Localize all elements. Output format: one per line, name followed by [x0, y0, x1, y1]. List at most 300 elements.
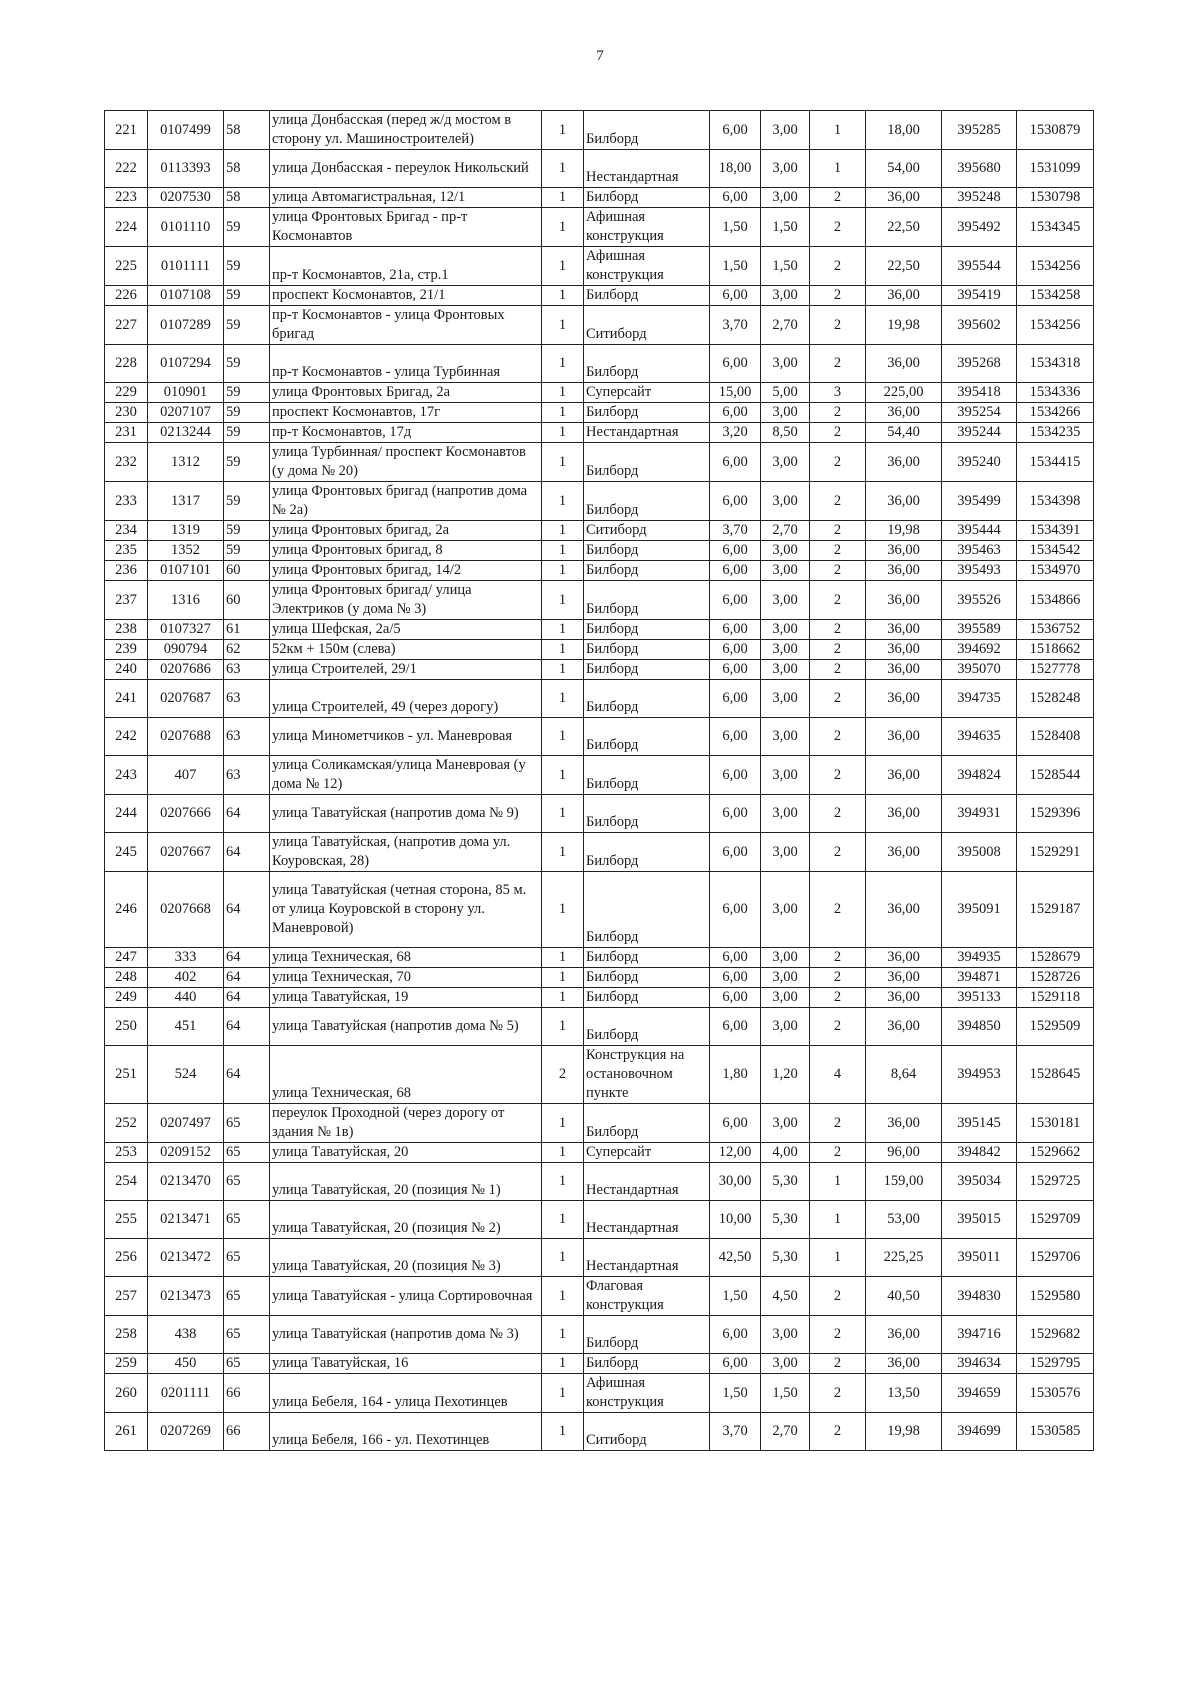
table-row [105, 383, 1094, 403]
cell-code: 0107294 [148, 345, 224, 383]
cell-width: 6,00 [710, 872, 761, 948]
cell-quantity: 1 [542, 111, 584, 150]
cell-zone: 59 [224, 482, 270, 521]
cell-width: 6,00 [710, 968, 761, 988]
cell-address: улица Бебеля, 166 - ул. Пехотинцев [270, 1413, 542, 1451]
cell-number: 260 [105, 1374, 148, 1413]
cell-zone: 64 [224, 1008, 270, 1046]
cell-x: 395091 [942, 872, 1017, 948]
cell-type: Билборд [584, 561, 710, 581]
cell-quantity: 1 [542, 345, 584, 383]
cell-zone: 59 [224, 443, 270, 482]
cell-code: 0213472 [148, 1239, 224, 1277]
cell-sides: 2 [810, 306, 866, 345]
table-row [105, 1316, 1094, 1354]
cell-zone: 65 [224, 1239, 270, 1277]
table-row [105, 247, 1094, 286]
cell-address: пр-т Космонавтов, 21а, стр.1 [270, 247, 542, 286]
cell-address: улица Фронтовых бригад/ улица Электриков (у дома № 3) [270, 581, 542, 620]
cell-address: улица Соликамская/улица Маневровая (у дома № 12) [270, 756, 542, 795]
table-row [105, 872, 1094, 948]
table-row [105, 208, 1094, 247]
cell-area: 22,50 [866, 247, 942, 286]
table-row [105, 1354, 1094, 1374]
cell-width: 6,00 [710, 756, 761, 795]
cell-height: 3,00 [761, 660, 810, 680]
cell-code: 0201111 [148, 1374, 224, 1413]
cell-zone: 59 [224, 403, 270, 423]
table-row [105, 111, 1094, 150]
cell-sides: 2 [810, 1374, 866, 1413]
cell-width: 6,00 [710, 620, 761, 640]
table-row [105, 561, 1094, 581]
cell-code: 0213470 [148, 1163, 224, 1201]
cell-sides: 1 [810, 150, 866, 188]
cell-sides: 1 [810, 1239, 866, 1277]
cell-quantity: 1 [542, 756, 584, 795]
cell-sides: 2 [810, 620, 866, 640]
cell-zone: 63 [224, 660, 270, 680]
cell-width: 6,00 [710, 988, 761, 1008]
cell-x: 395008 [942, 833, 1017, 872]
cell-x: 395463 [942, 541, 1017, 561]
cell-type: Билборд [584, 968, 710, 988]
cell-height: 3,00 [761, 1008, 810, 1046]
cell-sides: 2 [810, 872, 866, 948]
cell-type: Билборд [584, 1354, 710, 1374]
cell-sides: 3 [810, 383, 866, 403]
cell-x: 395034 [942, 1163, 1017, 1201]
cell-number: 241 [105, 680, 148, 718]
cell-address: улица Таватуйская, 19 [270, 988, 542, 1008]
cell-area: 225,00 [866, 383, 942, 403]
cell-quantity: 1 [542, 286, 584, 306]
cell-quantity: 1 [542, 1277, 584, 1316]
cell-type: Конструкция на остановочном пункте [584, 1046, 710, 1104]
cell-number: 243 [105, 756, 148, 795]
cell-height: 1,50 [761, 208, 810, 247]
cell-type: Билборд [584, 833, 710, 872]
table-row [105, 1143, 1094, 1163]
cell-address: улица Шефская, 2а/5 [270, 620, 542, 640]
table-row [105, 521, 1094, 541]
cell-y: 1529396 [1017, 795, 1094, 833]
cell-address: улица Строителей, 29/1 [270, 660, 542, 680]
cell-y: 1529725 [1017, 1163, 1094, 1201]
cell-height: 1,20 [761, 1046, 810, 1104]
cell-area: 36,00 [866, 286, 942, 306]
cell-x: 395680 [942, 150, 1017, 188]
cell-width: 1,50 [710, 1277, 761, 1316]
cell-y: 1529709 [1017, 1201, 1094, 1239]
cell-sides: 2 [810, 561, 866, 581]
cell-x: 395244 [942, 423, 1017, 443]
table-row [105, 968, 1094, 988]
cell-area: 159,00 [866, 1163, 942, 1201]
cell-sides: 1 [810, 1163, 866, 1201]
cell-quantity: 1 [542, 521, 584, 541]
cell-height: 1,50 [761, 1374, 810, 1413]
cell-width: 3,70 [710, 521, 761, 541]
cell-zone: 65 [224, 1104, 270, 1143]
cell-number: 240 [105, 660, 148, 680]
cell-sides: 2 [810, 1008, 866, 1046]
cell-width: 3,20 [710, 423, 761, 443]
cell-zone: 63 [224, 756, 270, 795]
cell-y: 1529118 [1017, 988, 1094, 1008]
cell-quantity: 1 [542, 968, 584, 988]
cell-height: 3,00 [761, 756, 810, 795]
cell-address: пр-т Космонавтов, 17д [270, 423, 542, 443]
cell-type: Билборд [584, 620, 710, 640]
cell-zone: 59 [224, 423, 270, 443]
cell-type: Билборд [584, 403, 710, 423]
cell-height: 5,00 [761, 383, 810, 403]
cell-area: 36,00 [866, 680, 942, 718]
cell-area: 40,50 [866, 1277, 942, 1316]
cell-area: 96,00 [866, 1143, 942, 1163]
cell-code: 010901 [148, 383, 224, 403]
cell-zone: 64 [224, 968, 270, 988]
cell-area: 36,00 [866, 1008, 942, 1046]
cell-number: 239 [105, 640, 148, 660]
table-row [105, 988, 1094, 1008]
cell-area: 36,00 [866, 561, 942, 581]
cell-y: 1534256 [1017, 247, 1094, 286]
cell-quantity: 1 [542, 660, 584, 680]
cell-x: 394871 [942, 968, 1017, 988]
cell-code: 0213473 [148, 1277, 224, 1316]
cell-area: 53,00 [866, 1201, 942, 1239]
cell-y: 1534970 [1017, 561, 1094, 581]
cell-area: 36,00 [866, 403, 942, 423]
cell-area: 36,00 [866, 640, 942, 660]
cell-number: 225 [105, 247, 148, 286]
cell-address: улица Донбасская - переулок Никольский [270, 150, 542, 188]
cell-code: 1316 [148, 581, 224, 620]
cell-x: 394830 [942, 1277, 1017, 1316]
cell-sides: 2 [810, 208, 866, 247]
cell-number: 234 [105, 521, 148, 541]
table-row [105, 718, 1094, 756]
cell-number: 229 [105, 383, 148, 403]
table-row [105, 306, 1094, 345]
cell-quantity: 1 [542, 795, 584, 833]
cell-code: 0207666 [148, 795, 224, 833]
cell-x: 394931 [942, 795, 1017, 833]
cell-height: 3,00 [761, 403, 810, 423]
cell-width: 6,00 [710, 833, 761, 872]
cell-x: 394935 [942, 948, 1017, 968]
cell-sides: 2 [810, 948, 866, 968]
cell-quantity: 1 [542, 833, 584, 872]
cell-zone: 58 [224, 150, 270, 188]
cell-height: 3,00 [761, 1316, 810, 1354]
cell-address: улица Таватуйская, 20 (позиция № 2) [270, 1201, 542, 1239]
cell-type: Билборд [584, 1316, 710, 1354]
cell-height: 3,00 [761, 1354, 810, 1374]
cell-width: 15,00 [710, 383, 761, 403]
cell-sides: 2 [810, 640, 866, 660]
cell-number: 223 [105, 188, 148, 208]
cell-y: 1530798 [1017, 188, 1094, 208]
cell-sides: 2 [810, 482, 866, 521]
cell-zone: 65 [224, 1354, 270, 1374]
cell-address: улица Фронтовых бригад, 2а [270, 521, 542, 541]
cell-address: улица Таватуйская - улица Сортировочная [270, 1277, 542, 1316]
cell-height: 3,00 [761, 1104, 810, 1143]
cell-height: 3,00 [761, 345, 810, 383]
cell-type: Билборд [584, 948, 710, 968]
cell-area: 36,00 [866, 718, 942, 756]
cell-zone: 64 [224, 988, 270, 1008]
cell-type: Афишная конструкция [584, 1374, 710, 1413]
cell-area: 36,00 [866, 188, 942, 208]
cell-width: 12,00 [710, 1143, 761, 1163]
cell-number: 249 [105, 988, 148, 1008]
cell-address: улица Техническая, 68 [270, 1046, 542, 1104]
cell-x: 394692 [942, 640, 1017, 660]
cell-zone: 65 [224, 1316, 270, 1354]
cell-address: улица Донбасская (перед ж/д мостом в сторону ул. Машиностроителей) [270, 111, 542, 150]
cell-area: 36,00 [866, 948, 942, 968]
cell-address: 52км + 150м (слева) [270, 640, 542, 660]
cell-y: 1528408 [1017, 718, 1094, 756]
cell-quantity: 1 [542, 1413, 584, 1451]
cell-width: 6,00 [710, 948, 761, 968]
cell-x: 395011 [942, 1239, 1017, 1277]
cell-area: 36,00 [866, 443, 942, 482]
cell-type: Билборд [584, 1008, 710, 1046]
cell-height: 5,30 [761, 1239, 810, 1277]
cell-type: Билборд [584, 872, 710, 948]
cell-code: 1317 [148, 482, 224, 521]
cell-area: 36,00 [866, 1104, 942, 1143]
cell-sides: 2 [810, 988, 866, 1008]
cell-area: 36,00 [866, 756, 942, 795]
table-row [105, 948, 1094, 968]
cell-zone: 59 [224, 208, 270, 247]
table-row [105, 833, 1094, 872]
cell-code: 1352 [148, 541, 224, 561]
cell-zone: 66 [224, 1374, 270, 1413]
cell-quantity: 1 [542, 640, 584, 660]
cell-height: 3,00 [761, 111, 810, 150]
table-row [105, 345, 1094, 383]
cell-x: 395492 [942, 208, 1017, 247]
cell-quantity: 1 [542, 718, 584, 756]
cell-code: 0207107 [148, 403, 224, 423]
cell-number: 254 [105, 1163, 148, 1201]
cell-x: 395015 [942, 1201, 1017, 1239]
cell-width: 6,00 [710, 188, 761, 208]
cell-sides: 2 [810, 795, 866, 833]
cell-code: 440 [148, 988, 224, 1008]
cell-width: 10,00 [710, 1201, 761, 1239]
cell-height: 4,00 [761, 1143, 810, 1163]
cell-width: 3,70 [710, 1413, 761, 1451]
cell-y: 1530576 [1017, 1374, 1094, 1413]
cell-x: 395248 [942, 188, 1017, 208]
cell-number: 231 [105, 423, 148, 443]
cell-number: 253 [105, 1143, 148, 1163]
cell-sides: 2 [810, 1277, 866, 1316]
cell-width: 6,00 [710, 1008, 761, 1046]
cell-type: Билборд [584, 988, 710, 1008]
cell-width: 42,50 [710, 1239, 761, 1277]
cell-type: Билборд [584, 718, 710, 756]
cell-y: 1529509 [1017, 1008, 1094, 1046]
cell-zone: 62 [224, 640, 270, 660]
cell-x: 395070 [942, 660, 1017, 680]
cell-address: улица Таватуйская, 20 (позиция № 3) [270, 1239, 542, 1277]
cell-type: Билборд [584, 443, 710, 482]
cell-type: Билборд [584, 111, 710, 150]
cell-x: 394953 [942, 1046, 1017, 1104]
cell-number: 257 [105, 1277, 148, 1316]
cell-area: 36,00 [866, 968, 942, 988]
cell-code: 0207687 [148, 680, 224, 718]
cell-code: 090794 [148, 640, 224, 660]
cell-type: Ситиборд [584, 521, 710, 541]
cell-y: 1534266 [1017, 403, 1094, 423]
cell-zone: 59 [224, 541, 270, 561]
cell-width: 6,00 [710, 1104, 761, 1143]
table-row [105, 1201, 1094, 1239]
cell-y: 1529706 [1017, 1239, 1094, 1277]
cell-sides: 2 [810, 581, 866, 620]
cell-code: 1312 [148, 443, 224, 482]
cell-zone: 61 [224, 620, 270, 640]
cell-width: 6,00 [710, 443, 761, 482]
cell-height: 3,00 [761, 988, 810, 1008]
cell-sides: 2 [810, 1143, 866, 1163]
cell-code: 0207497 [148, 1104, 224, 1143]
cell-width: 18,00 [710, 150, 761, 188]
cell-type: Билборд [584, 680, 710, 718]
table-row [105, 795, 1094, 833]
cell-sides: 2 [810, 521, 866, 541]
cell-code: 451 [148, 1008, 224, 1046]
cell-y: 1534415 [1017, 443, 1094, 482]
cell-x: 394735 [942, 680, 1017, 718]
cell-number: 261 [105, 1413, 148, 1451]
cell-zone: 59 [224, 286, 270, 306]
cell-height: 3,00 [761, 482, 810, 521]
cell-quantity: 1 [542, 1374, 584, 1413]
cell-address: улица Автомагистральная, 12/1 [270, 188, 542, 208]
cell-sides: 2 [810, 833, 866, 872]
cell-area: 18,00 [866, 111, 942, 150]
cell-type: Билборд [584, 482, 710, 521]
cell-quantity: 1 [542, 948, 584, 968]
cell-x: 394699 [942, 1413, 1017, 1451]
table-row [105, 541, 1094, 561]
cell-type: Суперсайт [584, 1143, 710, 1163]
table-row [105, 1104, 1094, 1143]
cell-width: 1,80 [710, 1046, 761, 1104]
cell-width: 6,00 [710, 561, 761, 581]
cell-sides: 2 [810, 1354, 866, 1374]
cell-address: улица Фронтовых бригад (напротив дома № 2а) [270, 482, 542, 521]
cell-type: Билборд [584, 286, 710, 306]
cell-width: 6,00 [710, 718, 761, 756]
cell-height: 3,00 [761, 620, 810, 640]
cell-number: 224 [105, 208, 148, 247]
advertising-structures-table [104, 110, 1094, 1451]
cell-x: 394635 [942, 718, 1017, 756]
cell-number: 228 [105, 345, 148, 383]
cell-width: 1,50 [710, 1374, 761, 1413]
cell-number: 221 [105, 111, 148, 150]
cell-width: 3,70 [710, 306, 761, 345]
cell-type: Нестандартная [584, 1201, 710, 1239]
cell-address: улица Техническая, 68 [270, 948, 542, 968]
cell-quantity: 1 [542, 872, 584, 948]
cell-sides: 2 [810, 423, 866, 443]
cell-y: 1528679 [1017, 948, 1094, 968]
cell-y: 1534345 [1017, 208, 1094, 247]
cell-height: 2,70 [761, 1413, 810, 1451]
cell-number: 242 [105, 718, 148, 756]
cell-area: 36,00 [866, 581, 942, 620]
table-row [105, 403, 1094, 423]
cell-code: 524 [148, 1046, 224, 1104]
cell-width: 6,00 [710, 286, 761, 306]
cell-height: 3,00 [761, 968, 810, 988]
cell-code: 0213471 [148, 1201, 224, 1239]
cell-address: переулок Проходной (через дорогу от здания № 1в) [270, 1104, 542, 1143]
cell-height: 3,00 [761, 872, 810, 948]
cell-x: 395602 [942, 306, 1017, 345]
cell-sides: 2 [810, 247, 866, 286]
cell-quantity: 1 [542, 1354, 584, 1374]
cell-y: 1534398 [1017, 482, 1094, 521]
cell-area: 54,00 [866, 150, 942, 188]
cell-type: Флаговая конструкция [584, 1277, 710, 1316]
cell-height: 3,00 [761, 541, 810, 561]
cell-number: 259 [105, 1354, 148, 1374]
cell-width: 6,00 [710, 660, 761, 680]
cell-number: 222 [105, 150, 148, 188]
cell-type: Билборд [584, 581, 710, 620]
cell-address: улица Бебеля, 164 - улица Пехотинцев [270, 1374, 542, 1413]
cell-y: 1529662 [1017, 1143, 1094, 1163]
cell-zone: 64 [224, 1046, 270, 1104]
cell-number: 252 [105, 1104, 148, 1143]
cell-zone: 59 [224, 383, 270, 403]
cell-y: 1528645 [1017, 1046, 1094, 1104]
cell-quantity: 1 [542, 383, 584, 403]
cell-height: 3,00 [761, 561, 810, 581]
cell-quantity: 1 [542, 482, 584, 521]
cell-number: 244 [105, 795, 148, 833]
cell-address: улица Фронтовых Бригад, 2а [270, 383, 542, 403]
cell-width: 6,00 [710, 581, 761, 620]
cell-height: 1,50 [761, 247, 810, 286]
cell-y: 1528544 [1017, 756, 1094, 795]
cell-area: 19,98 [866, 306, 942, 345]
table-row [105, 581, 1094, 620]
cell-quantity: 1 [542, 1163, 584, 1201]
cell-area: 36,00 [866, 1354, 942, 1374]
cell-number: 248 [105, 968, 148, 988]
cell-y: 1518662 [1017, 640, 1094, 660]
cell-zone: 63 [224, 718, 270, 756]
table-row [105, 423, 1094, 443]
cell-area: 36,00 [866, 872, 942, 948]
cell-y: 1530879 [1017, 111, 1094, 150]
